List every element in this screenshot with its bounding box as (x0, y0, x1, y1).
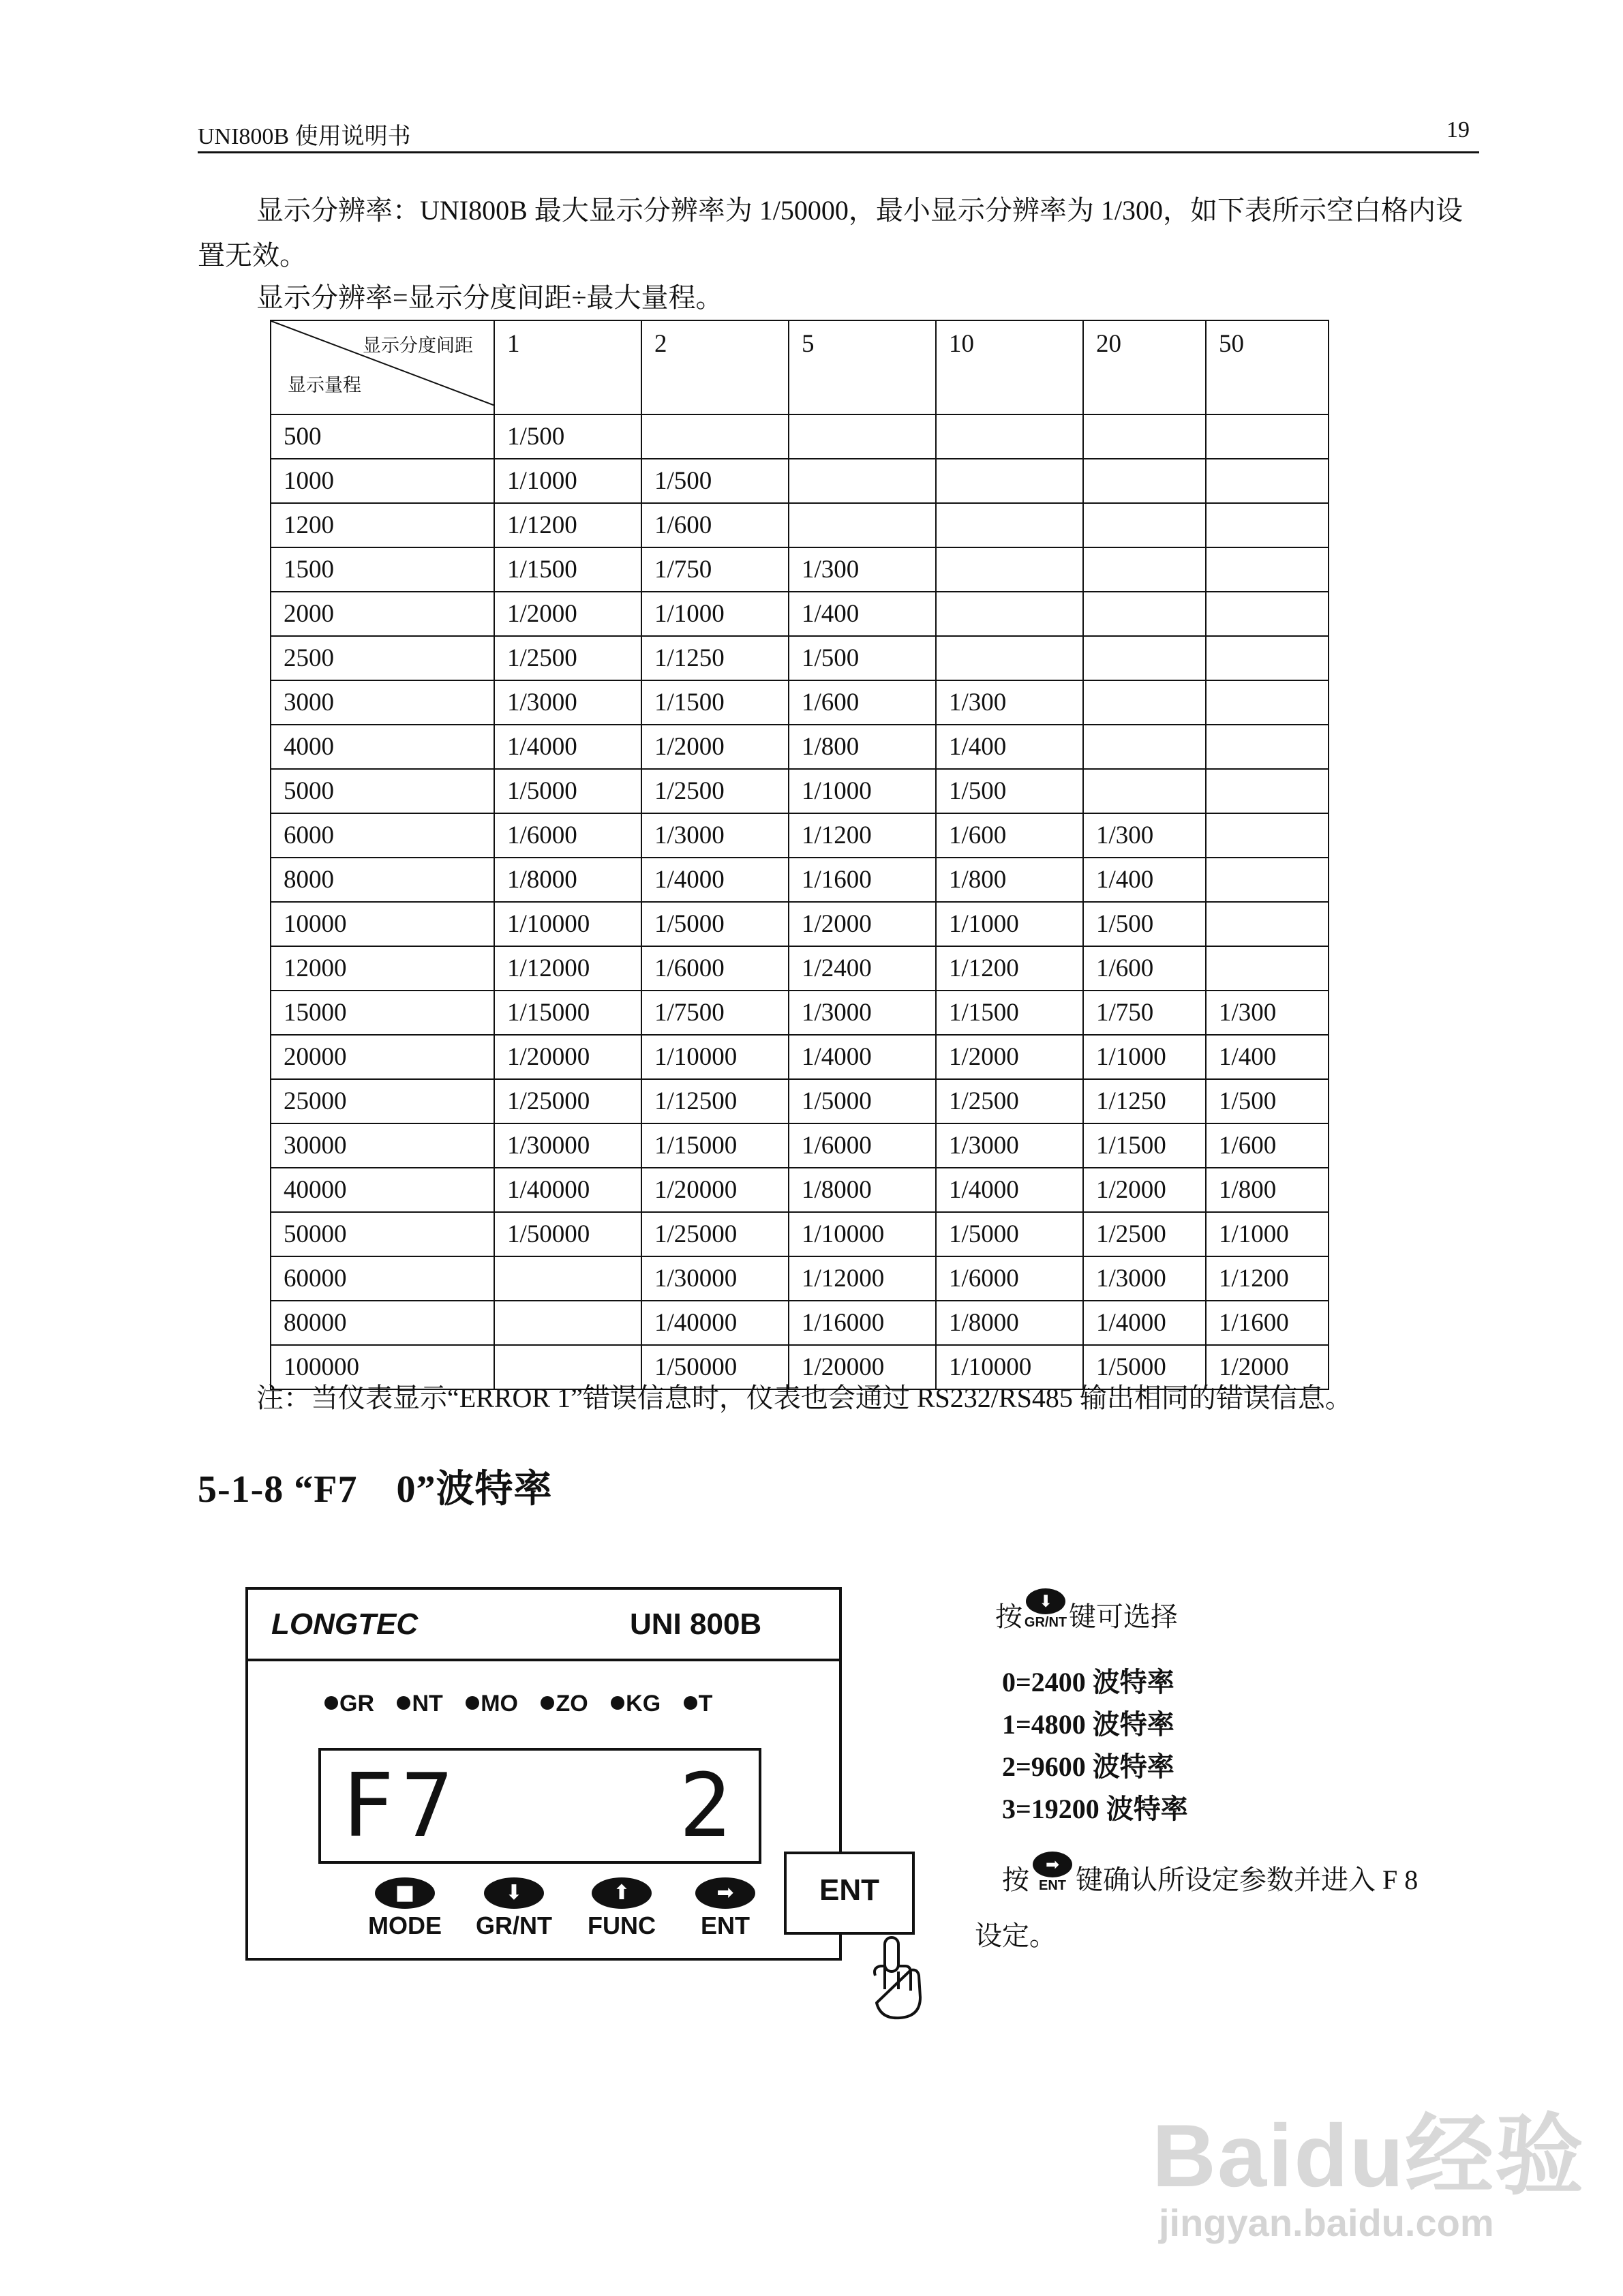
resolution-cell: 1/6000 (494, 813, 641, 858)
range-cell: 8000 (271, 858, 494, 902)
range-cell: 12000 (271, 946, 494, 991)
watermark-logo: Baidu经验 (1152, 2106, 1586, 2205)
resolution-cell: 1/2000 (1083, 1168, 1206, 1212)
resolution-cell (936, 459, 1083, 503)
resolution-cell (1083, 769, 1206, 813)
table-row (271, 725, 1329, 769)
led-dot-icon (466, 1696, 479, 1710)
resolution-cell: 1/1000 (641, 592, 789, 636)
table-row (271, 459, 1329, 503)
range-cell: 40000 (271, 1168, 494, 1212)
resolution-cell: 1/12500 (641, 1079, 789, 1123)
resolution-cell: 1/3000 (494, 680, 641, 725)
resolution-cell: 1/8000 (789, 1168, 936, 1212)
indicator-gr: GR (324, 1691, 374, 1717)
mode-key[interactable]: ■ MODE (371, 1877, 439, 1940)
arrow-down-icon: ⬇ (1026, 1588, 1065, 1614)
resolution-cell: 1/1600 (789, 858, 936, 902)
resolution-cell: 1/8000 (936, 1301, 1083, 1345)
resolution-cell: 1/1000 (494, 459, 641, 503)
resolution-cell: 1/20000 (494, 1035, 641, 1079)
resolution-cell (936, 414, 1083, 459)
table-row (271, 769, 1329, 813)
resolution-cell (1083, 592, 1206, 636)
resolution-cell: 1/1000 (1083, 1035, 1206, 1079)
resolution-cell: 1/600 (789, 680, 936, 725)
table-row (271, 1123, 1329, 1168)
table-row (271, 1035, 1329, 1079)
table-row (271, 503, 1329, 547)
resolution-cell (1206, 459, 1329, 503)
resolution-cell: 1/600 (936, 813, 1083, 858)
resolution-cell: 1/5000 (1083, 1345, 1206, 1389)
baud-option: 0=2400 波特率 (1002, 1667, 1174, 1697)
resolution-cell: 1/40000 (641, 1301, 789, 1345)
error-note: 注：当仪表显示“ERROR 1”错误信息时，仪表也会通过 RS232/RS485 输出相同的错误信息。 (256, 1383, 1352, 1413)
resolution-cell (1206, 503, 1329, 547)
indicator-kg: KG (611, 1691, 661, 1717)
header-rule (198, 151, 1479, 153)
resolution-cell: 1/300 (1206, 991, 1329, 1035)
column-header: 20 (1083, 320, 1206, 414)
ent-key[interactable]: ➡ ENT (691, 1877, 759, 1940)
resolution-cell (1083, 680, 1206, 725)
resolution-cell (494, 1256, 641, 1301)
led-dot-icon (611, 1696, 624, 1710)
resolution-cell (1083, 414, 1206, 459)
resolution-cell (1206, 725, 1329, 769)
ent-inline-key: ➡ ENT (1031, 1852, 1074, 1894)
led-dot-icon (397, 1696, 410, 1710)
resolution-cell: 1/1200 (1206, 1256, 1329, 1301)
resolution-cell: 1/4000 (1083, 1301, 1206, 1345)
resolution-cell: 1/600 (1206, 1123, 1329, 1168)
column-header: 1 (494, 320, 641, 414)
resolution-cell (1206, 813, 1329, 858)
resolution-cell (936, 503, 1083, 547)
resolution-cell: 1/20000 (641, 1168, 789, 1212)
resolution-cell: 1/1000 (789, 769, 936, 813)
resolution-cell: 1/1000 (936, 902, 1083, 946)
column-header: 10 (936, 320, 1083, 414)
resolution-cell: 1/7500 (641, 991, 789, 1035)
resolution-cell: 1/400 (936, 725, 1083, 769)
resolution-cell: 1/500 (641, 459, 789, 503)
resolution-cell: 1/500 (936, 769, 1083, 813)
led-dot-icon (684, 1696, 697, 1710)
resolution-cell: 1/800 (1206, 1168, 1329, 1212)
resolution-cell: 1/2000 (936, 1035, 1083, 1079)
table-row (271, 991, 1329, 1035)
section-heading: 5-1-8 “F7 0”波特率 (198, 1468, 553, 1511)
resolution-cell (1206, 547, 1329, 592)
resolution-cell: 1/600 (641, 503, 789, 547)
resolution-cell: 1/5000 (641, 902, 789, 946)
range-cell: 1000 (271, 459, 494, 503)
resolution-cell: 1/300 (789, 547, 936, 592)
range-cell: 10000 (271, 902, 494, 946)
range-cell: 2000 (271, 592, 494, 636)
table-row (271, 1256, 1329, 1301)
resolution-cell: 1/10000 (494, 902, 641, 946)
page-number: 19 (1446, 117, 1470, 142)
indicator-mo: MO (466, 1691, 518, 1717)
indicator-row (324, 1691, 729, 1717)
resolution-cell: 1/2500 (1083, 1212, 1206, 1256)
resolution-cell: 1/2500 (936, 1079, 1083, 1123)
resolution-cell: 1/4000 (789, 1035, 936, 1079)
resolution-cell: 1/3000 (936, 1123, 1083, 1168)
range-cell: 1500 (271, 547, 494, 592)
table-row (271, 1168, 1329, 1212)
panel-header (248, 1590, 839, 1661)
segment-display (318, 1748, 761, 1864)
table-row (271, 547, 1329, 592)
range-cell: 3000 (271, 680, 494, 725)
resolution-cell: 1/15000 (641, 1123, 789, 1168)
resolution-cell: 1/6000 (789, 1123, 936, 1168)
resolution-cell (1206, 902, 1329, 946)
resolution-cell: 1/16000 (789, 1301, 936, 1345)
led-dot-icon (324, 1696, 338, 1710)
arrow-down-icon: ⬇ (484, 1877, 544, 1909)
resolution-cell: 1/12000 (494, 946, 641, 991)
resolution-cell: 1/40000 (494, 1168, 641, 1212)
table-corner-cell (271, 320, 494, 414)
table-row (271, 813, 1329, 858)
formula-line: 显示分辨率=显示分度间距÷最大量程。 (256, 282, 723, 313)
resolution-cell: 1/300 (1083, 813, 1206, 858)
range-cell: 60000 (271, 1256, 494, 1301)
resolution-cell: 1/6000 (641, 946, 789, 991)
table-row (271, 636, 1329, 680)
table-row (271, 414, 1329, 459)
resolution-cell: 1/750 (1083, 991, 1206, 1035)
resolution-cell: 1/5000 (494, 769, 641, 813)
range-cell: 2500 (271, 636, 494, 680)
range-cell: 100000 (271, 1345, 494, 1389)
baidu-watermark (1152, 2085, 1586, 2244)
table-row (271, 1079, 1329, 1123)
resolution-cell: 1/10000 (789, 1212, 936, 1256)
table-header-row (271, 320, 1329, 414)
range-cell: 25000 (271, 1079, 494, 1123)
resolution-cell: 1/10000 (641, 1035, 789, 1079)
resolution-cell (1206, 946, 1329, 991)
watermark-url: jingyan.baidu.com (1159, 2201, 1494, 2244)
resolution-cell (1083, 547, 1206, 592)
resolution-cell (1206, 680, 1329, 725)
range-cell: 1200 (271, 503, 494, 547)
resolution-cell: 1/30000 (641, 1256, 789, 1301)
led-dot-icon (541, 1696, 554, 1710)
resolution-cell (936, 592, 1083, 636)
square-icon: ■ (375, 1877, 435, 1909)
resolution-cell: 1/1200 (494, 503, 641, 547)
resolution-cell (936, 636, 1083, 680)
brand-logo: LONGTEC (271, 1607, 419, 1641)
resolution-cell (789, 503, 936, 547)
range-cell: 30000 (271, 1123, 494, 1168)
resolution-cell: 1/1250 (641, 636, 789, 680)
resolution-cell: 1/500 (789, 636, 936, 680)
gr-nt-inline-key: ⬇ GR/NT (1024, 1588, 1067, 1631)
range-cell: 20000 (271, 1035, 494, 1079)
resolution-cell (1083, 636, 1206, 680)
resolution-cell: 1/5000 (789, 1079, 936, 1123)
column-header: 50 (1206, 320, 1329, 414)
resolution-cell: 1/1200 (789, 813, 936, 858)
indicator-zo: ZO (541, 1691, 588, 1717)
table-row (271, 1212, 1329, 1256)
resolution-cell: 1/2000 (789, 902, 936, 946)
resolution-cell: 1/2500 (494, 636, 641, 680)
table-row (271, 858, 1329, 902)
resolution-cell: 1/4000 (936, 1168, 1083, 1212)
model-name: UNI 800B (630, 1607, 762, 1641)
table-row (271, 592, 1329, 636)
resolution-cell (1083, 459, 1206, 503)
display-parameter: F7 (342, 1755, 461, 1857)
table-row (271, 902, 1329, 946)
resolution-cell: 1/1500 (494, 547, 641, 592)
resolution-cell: 1/1500 (641, 680, 789, 725)
resolution-cell: 1/3000 (1083, 1256, 1206, 1301)
indicator-nt: NT (397, 1691, 442, 1717)
column-header: 2 (641, 320, 789, 414)
resolution-cell: 1/1500 (1083, 1123, 1206, 1168)
resolution-cell: 1/1200 (936, 946, 1083, 991)
resolution-cell: 1/1500 (936, 991, 1083, 1035)
range-cell: 50000 (271, 1212, 494, 1256)
resolution-cell: 1/8000 (494, 858, 641, 902)
select-instruction: 按 ⬇ GR/NT 键可选择 (995, 1588, 1178, 1631)
resolution-cell: 1/25000 (494, 1079, 641, 1123)
resolution-cell: 1/4000 (494, 725, 641, 769)
resolution-table (270, 320, 1329, 1390)
range-cell: 6000 (271, 813, 494, 858)
resolution-cell: 1/1250 (1083, 1079, 1206, 1123)
table-row (271, 680, 1329, 725)
table-row (271, 1301, 1329, 1345)
resolution-cell: 1/12000 (789, 1256, 936, 1301)
resolution-cell: 1/25000 (641, 1212, 789, 1256)
running-header-title: UNI800B 使用说明书 (198, 124, 411, 149)
resolution-cell: 1/20000 (789, 1345, 936, 1389)
column-header: 5 (789, 320, 936, 414)
resolution-cell: 1/3000 (789, 991, 936, 1035)
resolution-cell (936, 547, 1083, 592)
corner-header-range: 显示量程 (288, 375, 361, 395)
resolution-cell: 1/500 (494, 414, 641, 459)
resolution-cell: 1/750 (641, 547, 789, 592)
range-cell: 4000 (271, 725, 494, 769)
range-cell: 80000 (271, 1301, 494, 1345)
func-key[interactable]: ⬆ FUNC (588, 1877, 656, 1940)
resolution-cell: 1/2000 (641, 725, 789, 769)
resolution-cell: 1/1000 (1206, 1212, 1329, 1256)
baud-option: 3=19200 波特率 (1002, 1794, 1188, 1824)
resolution-cell: 1/400 (1083, 858, 1206, 902)
resolution-cell: 1/600 (1083, 946, 1206, 991)
pointing-hand-icon (866, 1935, 927, 2023)
resolution-cell (1206, 769, 1329, 813)
resolution-cell: 1/3000 (641, 813, 789, 858)
resolution-cell (1206, 858, 1329, 902)
resolution-cell (789, 414, 936, 459)
resolution-cell: 1/6000 (936, 1256, 1083, 1301)
baud-option: 2=9600 波特率 (1002, 1751, 1174, 1782)
range-cell: 500 (271, 414, 494, 459)
resolution-cell: 1/800 (789, 725, 936, 769)
resolution-cell: 1/50000 (641, 1345, 789, 1389)
resolution-cell: 1/400 (1206, 1035, 1329, 1079)
range-cell: 15000 (271, 991, 494, 1035)
resolution-cell: 1/500 (1083, 902, 1206, 946)
resolution-cell: 1/15000 (494, 991, 641, 1035)
resolution-cell: 1/400 (789, 592, 936, 636)
resolution-cell (1083, 503, 1206, 547)
display-value: 2 (678, 1755, 731, 1857)
resolution-cell (789, 459, 936, 503)
resolution-cell (1083, 725, 1206, 769)
resolution-cell: 1/2400 (789, 946, 936, 991)
resolution-cell: 1/2000 (1206, 1345, 1329, 1389)
ent-callout-button[interactable]: ENT (784, 1852, 915, 1935)
intro-paragraph: 显示分辨率：UNI800B 最大显示分辨率为 1/50000，最小显示分辨率为 1/300，如下表所示空白格内设置无效。 (198, 195, 1463, 271)
resolution-cell: 1/4000 (641, 858, 789, 902)
indicator-t: T (684, 1691, 713, 1717)
resolution-cell: 1/800 (936, 858, 1083, 902)
resolution-cell: 1/5000 (936, 1212, 1083, 1256)
range-cell: 5000 (271, 769, 494, 813)
resolution-cell: 1/50000 (494, 1212, 641, 1256)
resolution-cell: 1/300 (936, 680, 1083, 725)
confirm-instruction-cont: 设定。 (975, 1920, 1057, 1951)
corner-header-interval: 显示分度间距 (363, 335, 473, 356)
resolution-cell: 1/500 (1206, 1079, 1329, 1123)
resolution-cell (1206, 636, 1329, 680)
resolution-cell (1206, 592, 1329, 636)
gr-nt-key[interactable]: ⬇ GR/NT (480, 1877, 548, 1940)
baud-option: 1=4800 波特率 (1002, 1709, 1174, 1740)
resolution-cell: 1/10000 (936, 1345, 1083, 1389)
resolution-cell (1206, 414, 1329, 459)
resolution-cell: 1/2500 (641, 769, 789, 813)
table-row (271, 946, 1329, 991)
confirm-instruction: 按 ➡ ENT 键确认所设定参数并进入 F 8 (1002, 1852, 1418, 1894)
resolution-cell: 1/2000 (494, 592, 641, 636)
arrow-up-icon: ⬆ (592, 1877, 652, 1909)
arrow-right-icon: ➡ (1033, 1852, 1072, 1877)
resolution-cell (641, 414, 789, 459)
arrow-right-icon: ➡ (695, 1877, 755, 1909)
resolution-cell: 1/1600 (1206, 1301, 1329, 1345)
device-panel (245, 1587, 842, 1961)
resolution-cell: 1/30000 (494, 1123, 641, 1168)
resolution-cell (494, 1301, 641, 1345)
